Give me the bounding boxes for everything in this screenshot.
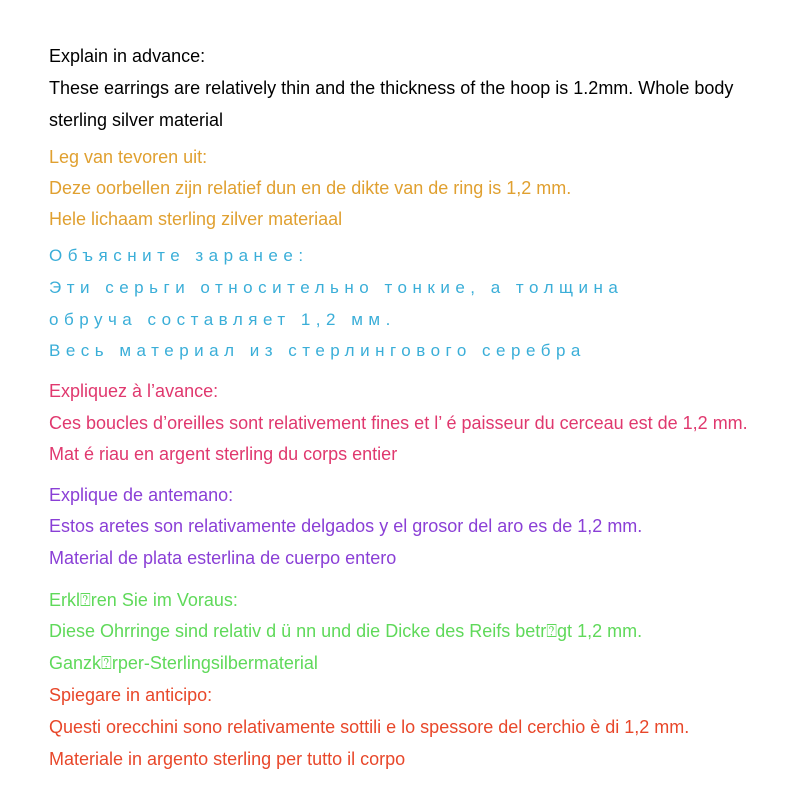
english-heading: Explain in advance: bbox=[49, 46, 206, 66]
english-line-1: These earrings are relatively thin and the thickness of the hoop is 1.2mm. Whole body bbox=[49, 78, 734, 98]
dutch-line-2: Hele lichaam sterling zilver materiaal bbox=[49, 209, 343, 229]
italian-line-2: Materiale in argento sterling per tutto il corpo bbox=[49, 749, 406, 769]
french-line-1: Ces boucles d’oreilles sont relativement fines et l’ é paisseur du cerceau est de 1,2 mm. bbox=[49, 413, 748, 433]
spanish-line-2: Material de plata esterlina de cuerpo entero bbox=[49, 548, 397, 568]
french-heading: Expliquez à l’avance: bbox=[49, 381, 219, 401]
dutch-line-1: Deze oorbellen zijn relatief dun en de dikte van de ring is 1,2 mm. bbox=[49, 178, 572, 198]
french-line-2: Mat é riau en argent sterling du corps entier bbox=[49, 444, 398, 464]
italian-heading: Spiegare in anticipo: bbox=[49, 685, 213, 705]
german-heading: Erkl⍰ren Sie im Voraus: bbox=[49, 590, 238, 610]
russian-line-2: обруча составляет 1,2 мм. bbox=[49, 310, 396, 329]
spanish-line-1: Estos aretes son relativamente delgados y el grosor del aro es de 1,2 mm. bbox=[49, 516, 643, 536]
russian-line-3: Весь материал из стерлингового серебра bbox=[49, 341, 586, 360]
russian-line-1: Эти серьги относительно тонкие, а толщина bbox=[49, 278, 624, 297]
german-line-2: Ganzk⍰rper-Sterlingsilbermaterial bbox=[49, 653, 318, 673]
english-line-2: sterling silver material bbox=[49, 110, 224, 130]
russian-heading: Объясните заранее: bbox=[49, 246, 309, 265]
dutch-heading: Leg van tevoren uit: bbox=[49, 147, 208, 167]
german-line-1: Diese Ohrringe sind relativ d ü nn und die Dicke des Reifs betr⍰gt 1,2 mm. bbox=[49, 621, 643, 641]
italian-line-1: Questi orecchini sono relativamente sottili e lo spessore del cerchio è di 1,2 mm. bbox=[49, 717, 690, 737]
spanish-heading: Explique de antemano: bbox=[49, 485, 234, 505]
